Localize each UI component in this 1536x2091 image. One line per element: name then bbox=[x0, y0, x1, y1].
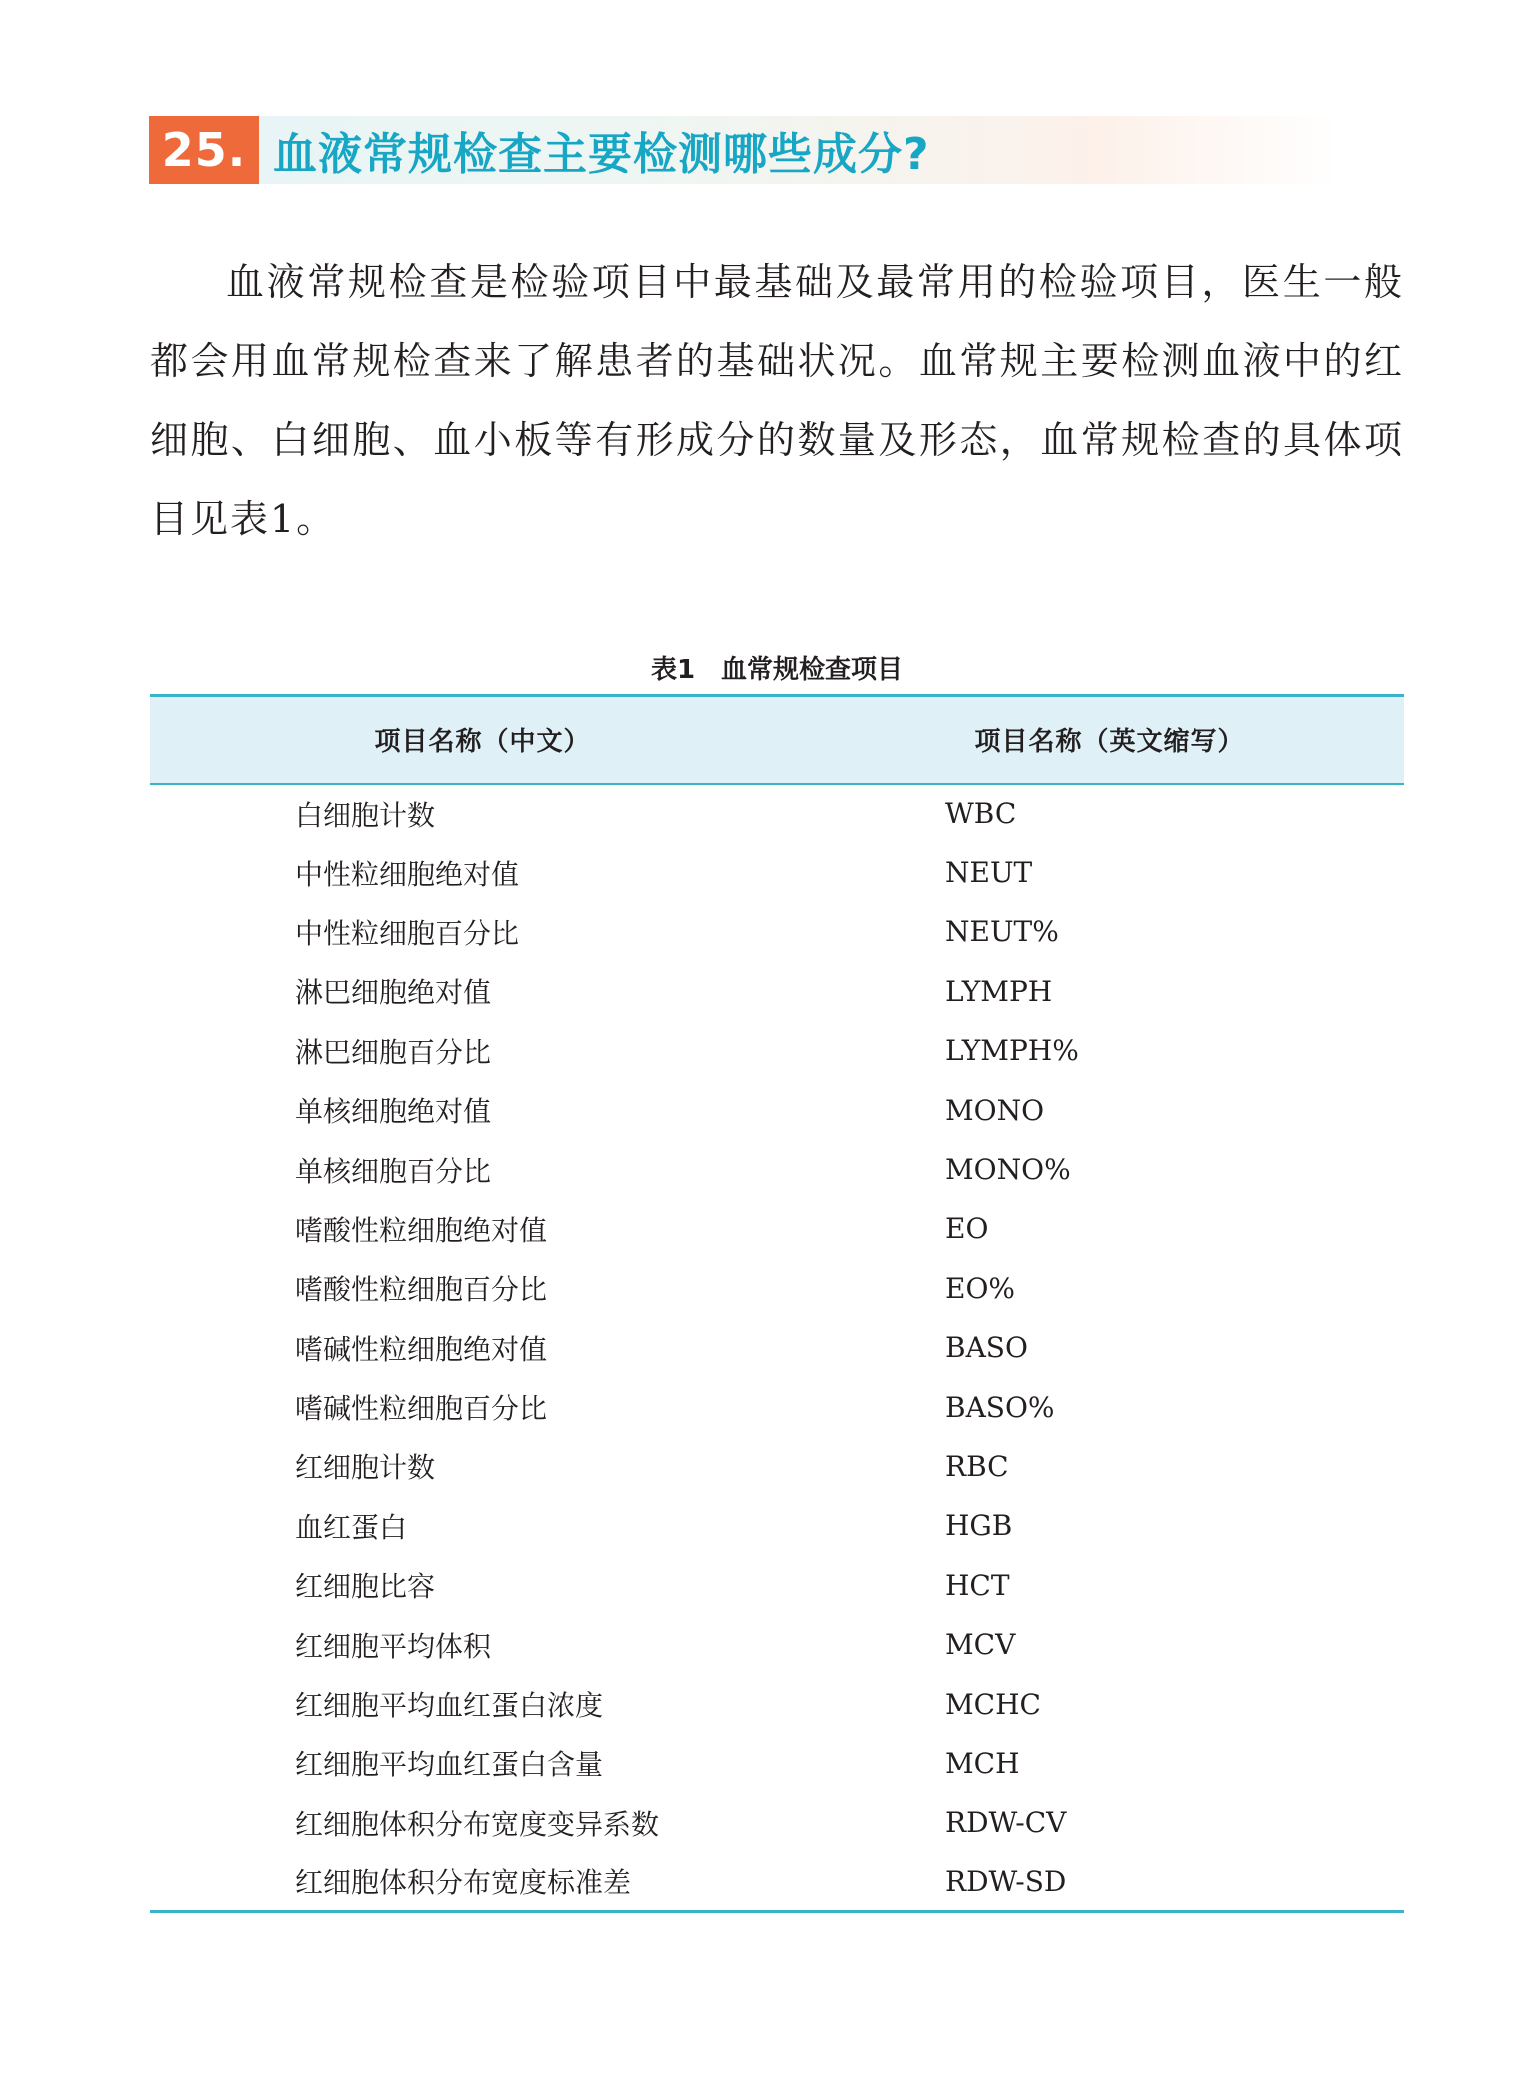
table-row bbox=[150, 1734, 1404, 1793]
item-english-abbr: MCV bbox=[945, 1628, 1016, 1662]
item-english-abbr: RDW-SD bbox=[945, 1864, 1067, 1898]
item-english-abbr: BASO bbox=[945, 1331, 1028, 1365]
header-english-abbr: 项目名称（英文缩写） bbox=[815, 696, 1404, 784]
table-row bbox=[150, 1318, 1404, 1377]
table-caption: 表1 血常规检查项目 bbox=[650, 655, 904, 685]
item-english-abbr: MONO bbox=[945, 1093, 1045, 1127]
item-chinese-name: 红细胞平均血红蛋白含量 bbox=[295, 1748, 604, 1782]
blood-test-table bbox=[150, 694, 1404, 1913]
item-chinese-name: 嗜碱性粒细胞百分比 bbox=[295, 1392, 548, 1426]
item-chinese-name: 嗜碱性粒细胞绝对值 bbox=[295, 1332, 548, 1366]
item-english-abbr: MCHC bbox=[945, 1687, 1041, 1721]
section-heading bbox=[149, 116, 1339, 184]
table-row bbox=[150, 1496, 1404, 1555]
table-row bbox=[150, 784, 1404, 843]
item-chinese-name: 红细胞平均血红蛋白浓度 bbox=[295, 1689, 604, 1723]
table-row bbox=[150, 1674, 1404, 1733]
table-row bbox=[150, 1021, 1404, 1080]
item-english-abbr: RDW-CV bbox=[945, 1806, 1067, 1840]
table-row bbox=[150, 962, 1404, 1021]
item-english-abbr: BASO% bbox=[945, 1390, 1055, 1424]
item-chinese-name: 单核细胞百分比 bbox=[295, 1154, 492, 1188]
table-row bbox=[150, 1080, 1404, 1139]
item-chinese-name: 中性粒细胞绝对值 bbox=[295, 857, 520, 891]
item-english-abbr: MONO% bbox=[945, 1153, 1071, 1187]
item-chinese-name: 红细胞体积分布宽度标准差 bbox=[295, 1866, 632, 1900]
table-row bbox=[150, 1793, 1404, 1852]
body-paragraph: 血液常规检查是检验项目中最基础及最常用的检验项目，医生一般都会用血常规检查来了解患者的基础状况。血常规主要检测血液中的红细胞、白细胞、血小板等有形成分的数量及形态，血常规检查的具体项目见表1。 bbox=[150, 260, 1404, 541]
table-row bbox=[150, 1377, 1404, 1436]
item-chinese-name: 淋巴细胞百分比 bbox=[295, 1035, 492, 1069]
item-english-abbr: LYMPH% bbox=[945, 1034, 1079, 1068]
item-english-abbr: NEUT% bbox=[945, 915, 1059, 949]
item-chinese-name: 红细胞体积分布宽度变异系数 bbox=[295, 1807, 660, 1841]
item-chinese-name: 血红蛋白 bbox=[295, 1510, 408, 1544]
item-chinese-name: 单核细胞绝对值 bbox=[295, 1095, 492, 1129]
item-chinese-name: 红细胞平均体积 bbox=[295, 1629, 492, 1663]
item-english-abbr: EO% bbox=[945, 1271, 1015, 1305]
item-english-abbr: WBC bbox=[945, 797, 1017, 831]
table-row bbox=[150, 1853, 1404, 1912]
header-chinese-name: 项目名称（中文） bbox=[150, 696, 815, 784]
item-english-abbr: EO bbox=[945, 1212, 989, 1246]
table-row bbox=[150, 1437, 1404, 1496]
table-row bbox=[150, 1199, 1404, 1258]
item-chinese-name: 嗜酸性粒细胞绝对值 bbox=[295, 1213, 548, 1247]
item-chinese-name: 淋巴细胞绝对值 bbox=[295, 976, 492, 1010]
table-row bbox=[150, 902, 1404, 961]
table-header-row bbox=[150, 696, 1404, 784]
item-english-abbr: RBC bbox=[945, 1449, 1009, 1483]
item-english-abbr: MCH bbox=[945, 1746, 1020, 1780]
table-row bbox=[150, 1140, 1404, 1199]
item-chinese-name: 白细胞计数 bbox=[295, 798, 436, 832]
section-title: 血液常规检查主要检测哪些成分? bbox=[273, 129, 930, 180]
item-chinese-name: 中性粒细胞百分比 bbox=[295, 916, 520, 950]
item-chinese-name: 嗜酸性粒细胞百分比 bbox=[295, 1273, 548, 1307]
table-body bbox=[150, 784, 1404, 1912]
item-english-abbr: NEUT bbox=[945, 856, 1033, 890]
item-english-abbr: HGB bbox=[945, 1509, 1013, 1543]
item-chinese-name: 红细胞计数 bbox=[295, 1451, 436, 1485]
table-row bbox=[150, 1259, 1404, 1318]
section-number: 25. bbox=[149, 116, 259, 184]
table-row bbox=[150, 1615, 1404, 1674]
table-row bbox=[150, 843, 1404, 902]
item-chinese-name: 红细胞比容 bbox=[295, 1570, 436, 1604]
item-english-abbr: HCT bbox=[945, 1568, 1010, 1602]
item-english-abbr: LYMPH bbox=[945, 974, 1053, 1008]
table-row bbox=[150, 1556, 1404, 1615]
